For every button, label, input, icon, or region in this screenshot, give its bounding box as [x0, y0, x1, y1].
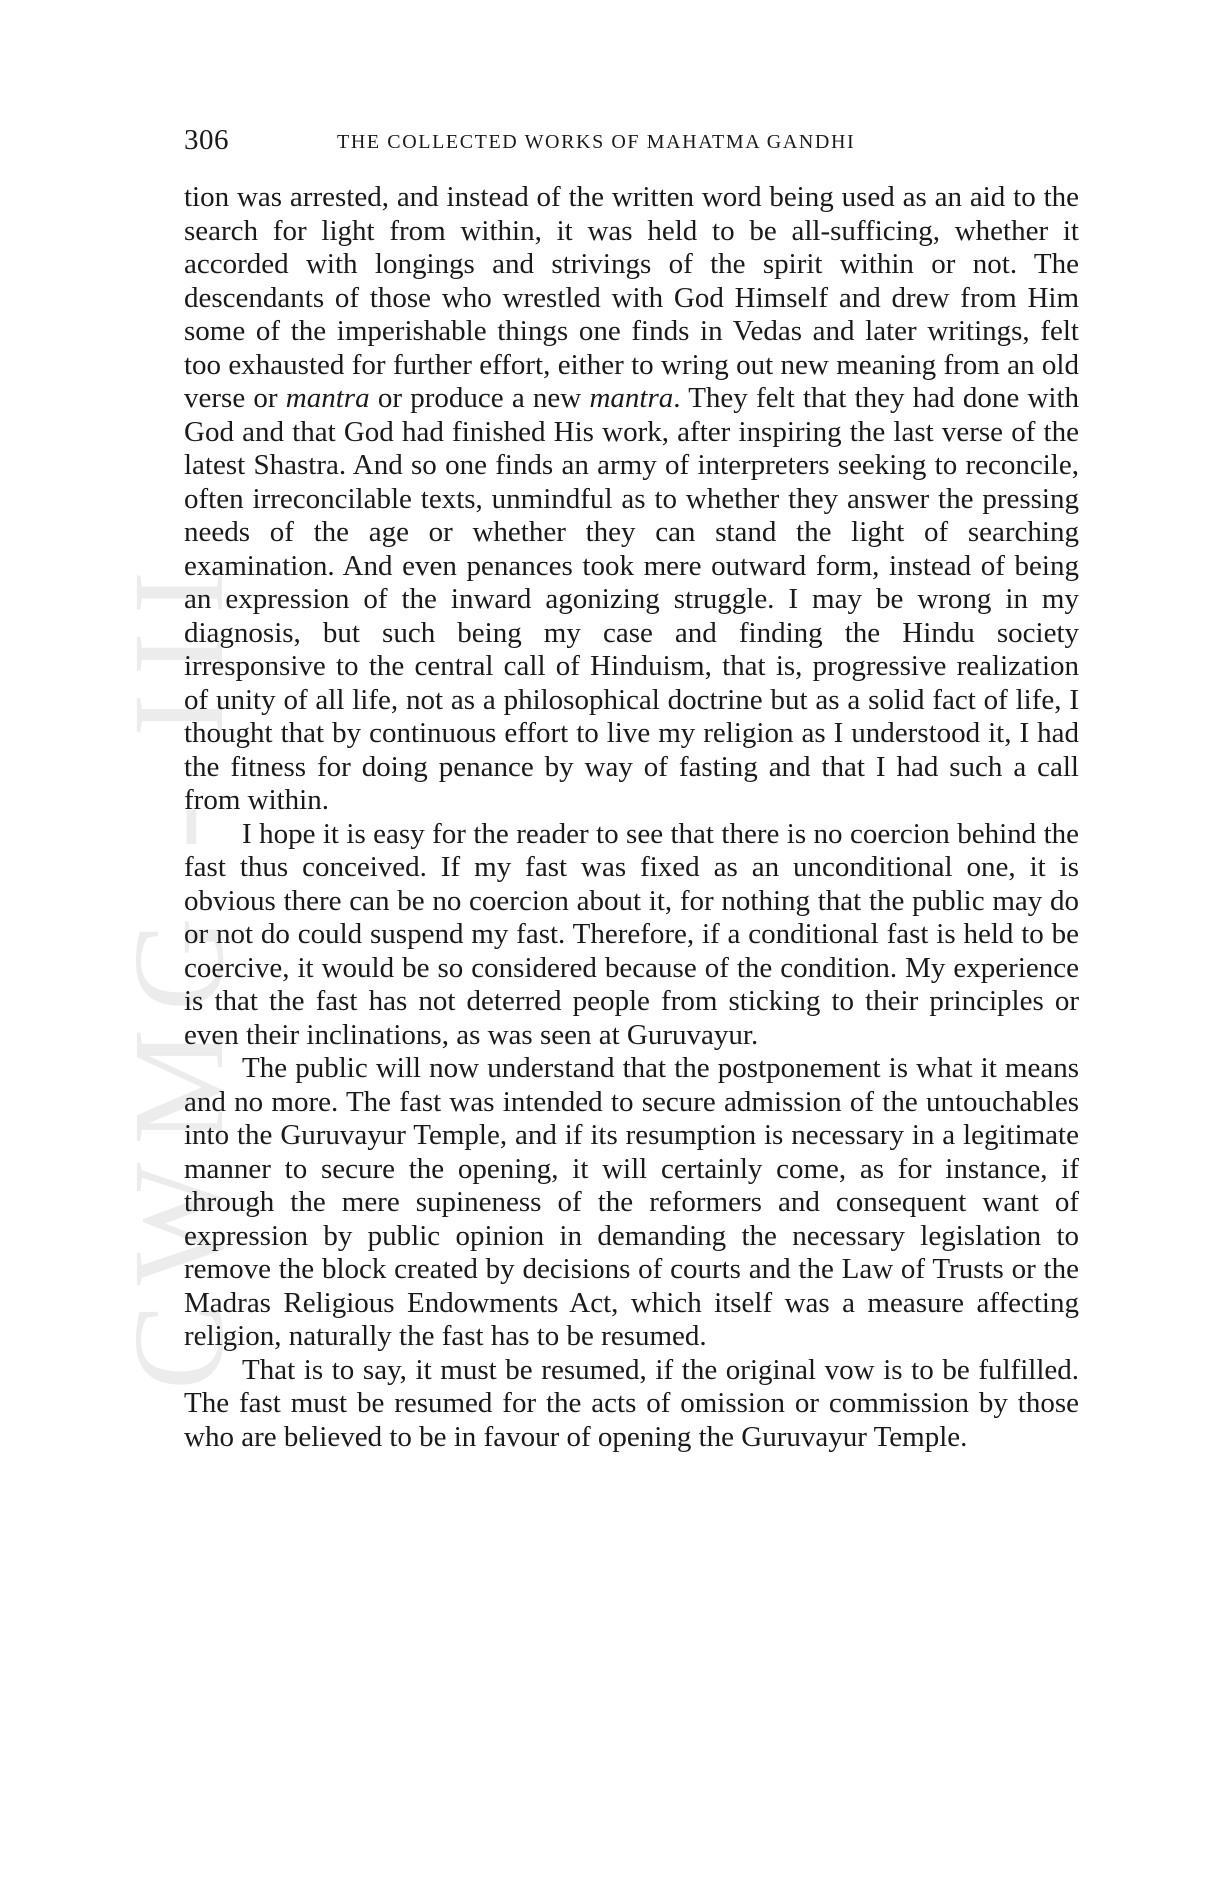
watermark-text: CWMG III: [130, 552, 240, 1390]
italic-term-mantra: mantra: [285, 382, 370, 414]
paragraph-2: I hope it is easy for the reader to see that there is no coercion behind the fast thus conceived. If my fast was fixed as an unconditional one, it is obvious there can be no coercion about it, for nothing that the public may do or not do could suspend my fast. Therefore, if a conditional fast is held to be coercive, it would be so considered because of the condition. My experience is that the fast has not deterred people from sticking to their principles or even their inclinations, as was seen at Guruvayur.: [184, 817, 1079, 1051]
italic-term-mantra: mantra: [589, 382, 674, 414]
paragraph-4: That is to say, it must be resumed, if the original vow is to be fulfilled. The fast must be resumed for the acts of omission or commission by those who are believed to be in favour of opening the Guruvayur Temple.: [184, 1353, 1079, 1453]
page-number: 306: [184, 124, 229, 156]
paragraph-3: The public will now understand that the postponement is what it means and no more. The fast was intended to secure admission of the untouchables into the Guruvayur Temple, and if its resumption is necessary in a legitimate manner to secure the opening, it will certainly come, as for instance, if through the mere supineness of the reformers and consequent want of expression by public opinion in demanding the necessary legislation to remove the block created by decisions of courts and the Law of Trusts or the Madras Religious Endowments Act, which itself was a measure affecting religion, naturally the fast has to be resumed.: [184, 1052, 1079, 1352]
paragraph-1-text-a: tion was arrested, and instead of the written word being used as an aid to the search for light from within, it was held to be all-sufficing, whether it accorded with longings and strivings of the spirit within or not. The descendants of those who wrestled with God Himself and drew from Him some of the imperishable things one finds in Vedas and later writings, felt too exhausted for further effort, either to wring out new meaning from an old verse or: [184, 181, 1079, 414]
running-head: THE COLLECTED WORKS OF MAHATMA GANDHI: [337, 131, 856, 153]
page-header: [184, 124, 1064, 164]
paragraph-1: [184, 181, 1079, 818]
paragraph-1-text-c: . They felt that they had done with God and that God had finished His work, after inspiring the last verse of the latest Shastra. And so one finds an army of interpreters seeking to reconcile, often irreconcilable texts, unmindful as to whether they answer the pressing needs of the age or whether they can stand the light of searching examination. And even penances took mere outward form, instead of being an expression of the inward agonizing struggle. I may be wrong in my diagnosis, but such being my case and finding the Hindu society irresponsive to the central call of Hinduism, that is, progressive realization of unity of all life, not as a philosophical doctrine but as a solid fact of life, I thought that by continuous effort to live my religion as I understood it, I had the fitness for doing penance by way of fasting and that I had such a call from within.: [184, 382, 1080, 816]
body-text: [184, 181, 1079, 1454]
paragraph-1-text-b: or produce a new: [369, 382, 590, 414]
